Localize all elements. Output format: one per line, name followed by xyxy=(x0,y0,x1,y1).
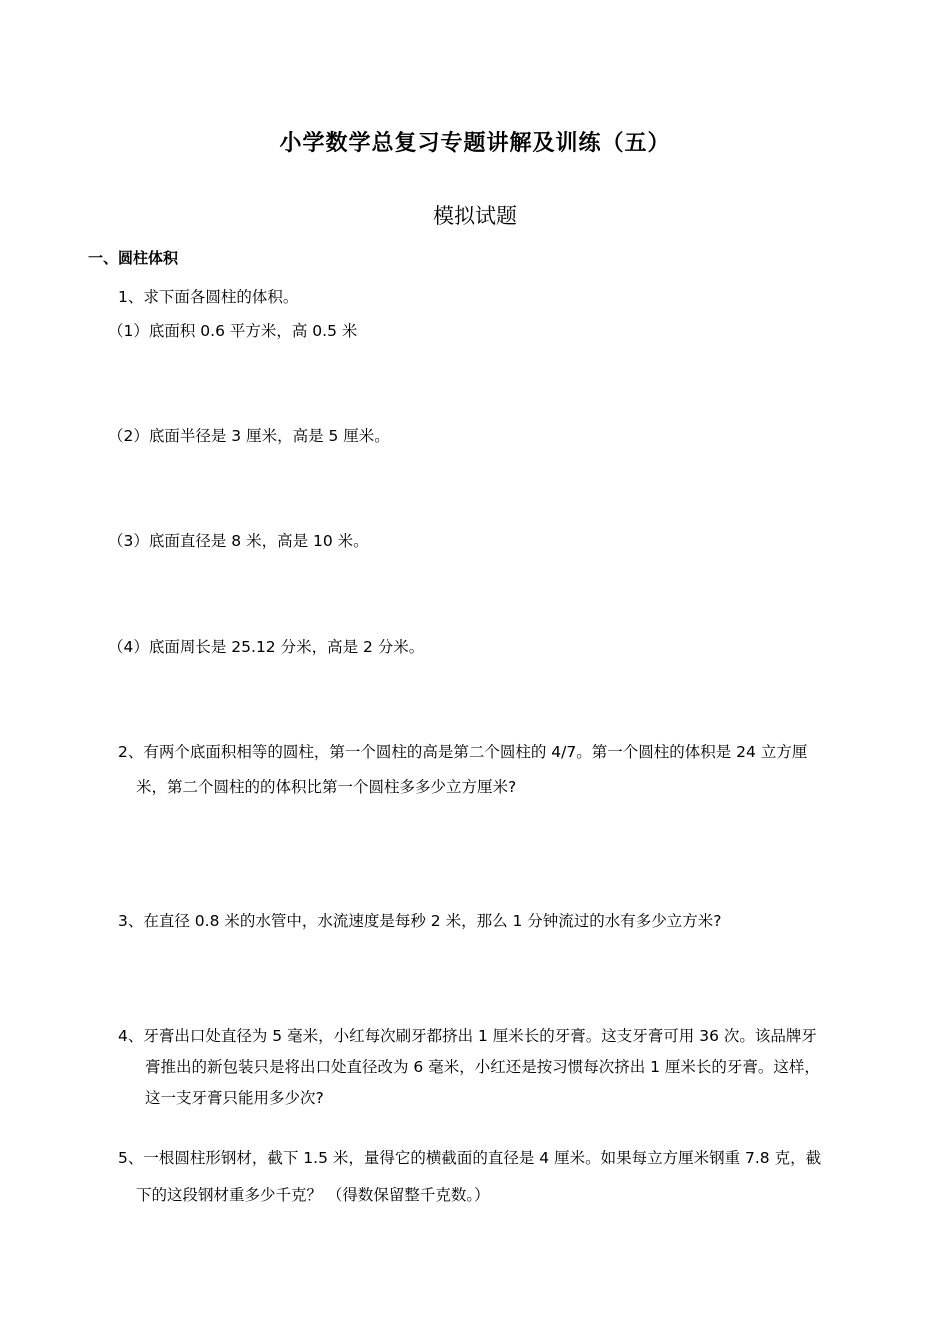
section-heading: 一、圆柱体积 xyxy=(88,249,179,267)
page-title: 小学数学总复习专题讲解及训练（五） xyxy=(279,131,671,156)
question-1-part-2: （2）底面半径是 3 厘米，高是 5 厘米。 xyxy=(108,427,390,445)
question-3-line-1: 3、在直径 0.8 米的水管中，水流速度是每秒 2 米，那么 1 分钟流过的水有多少立方米? xyxy=(118,912,722,930)
question-4-line-3: 这一支牙膏只能用多少次? xyxy=(145,1089,324,1107)
question-5-line-2: 下的这段钢材重多少千克？ （得数保留整千克数。） xyxy=(136,1186,490,1204)
question-5-line-1: 5、一根圆柱形钢材，截下 1.5 米，量得它的横截面的直径是 4 厘米。如果每立方厘米钢重 7.8 克，截 xyxy=(118,1149,822,1167)
question-4-line-2: 膏推出的新包装只是将出口处直径改为 6 毫米，小红还是按习惯每次挤出 1 厘米长的牙膏。这样， xyxy=(145,1058,820,1076)
question-1-part-4: （4）底面周长是 25.12 分米，高是 2 分米。 xyxy=(108,638,425,656)
question-1-stem: 1、求下面各圆柱的体积。 xyxy=(118,288,299,306)
question-1-part-3: （3）底面直径是 8 米，高是 10 米。 xyxy=(108,532,369,550)
question-2-line-1: 2、有两个底面积相等的圆柱，第一个圆柱的高是第二个圆柱的 4/7。第一个圆柱的体积是 24 立方厘 xyxy=(118,743,808,761)
question-1-part-1: （1）底面积 0.6 平方米，高 0.5 米 xyxy=(108,322,358,340)
question-4-line-1: 4、牙膏出口处直径为 5 毫米，小红每次刷牙都挤出 1 厘米长的牙膏。这支牙膏可用 36 次。该品牌牙 xyxy=(118,1027,817,1045)
question-2-line-2: 米，第二个圆柱的的体积比第一个圆柱多多少立方厘米? xyxy=(136,778,517,796)
page-subtitle: 模拟试题 xyxy=(433,204,517,228)
